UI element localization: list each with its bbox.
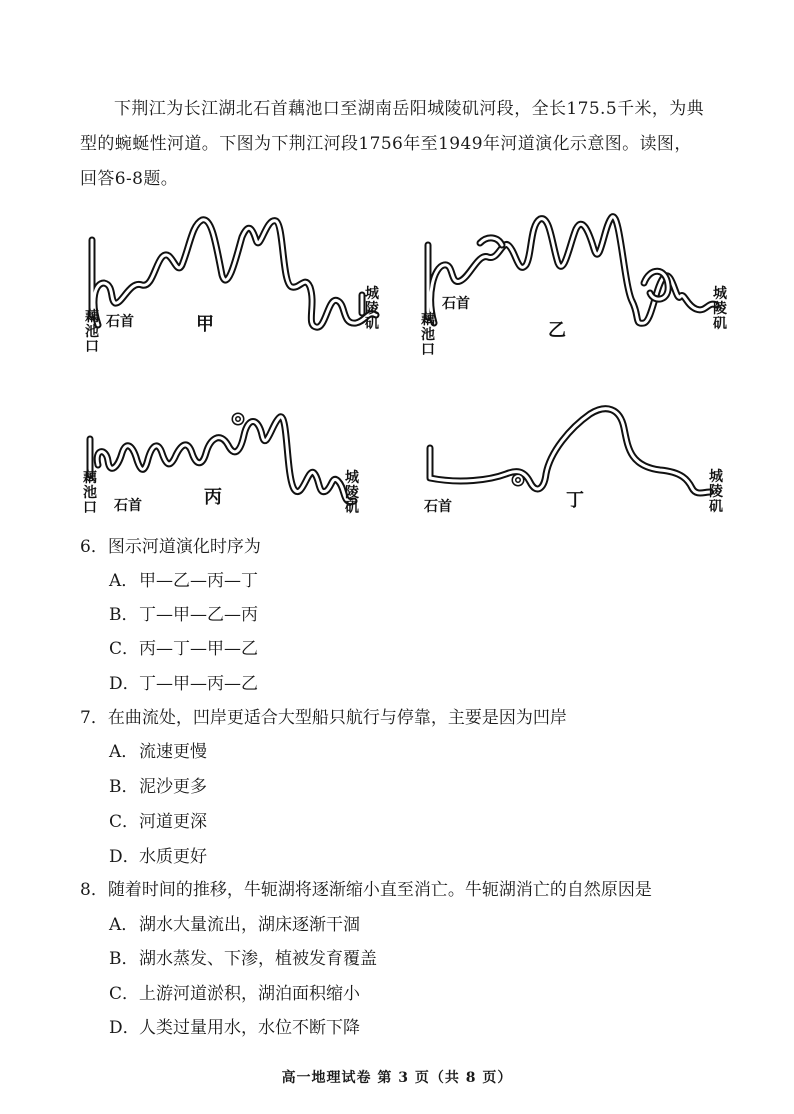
river-channel-ding [430, 409, 710, 493]
question-8-option-d[interactable] [109, 1016, 360, 1040]
river-channel-yi [428, 217, 716, 324]
question-6-stem [80, 535, 261, 559]
panel-name-yi: 乙 [548, 320, 566, 341]
river-channel-bing [90, 415, 354, 502]
option-letter: D． [109, 1018, 140, 1038]
option-text: 湖水蒸发、下渗，植被发育覆盖 [139, 949, 377, 969]
question-8-option-a[interactable] [109, 913, 360, 937]
question-7-stem [80, 706, 567, 730]
question-6-option-a[interactable] [109, 569, 258, 593]
option-letter: B． [109, 605, 139, 625]
option-text: 甲—乙—丙—丁 [139, 571, 258, 591]
question-6-number: 6． [80, 537, 108, 557]
label-chenglingji-jia: 城陵矶 [365, 286, 379, 332]
question-7-text: 在曲流处，凹岸更适合大型船只航行与停靠，主要是因为凹岸 [107, 708, 567, 728]
question-8-stem [80, 878, 652, 902]
option-letter: A． [109, 915, 139, 935]
option-text: 上游河道淤积，湖泊面积缩小 [139, 984, 360, 1004]
river-map-jia [80, 205, 390, 365]
question-8-option-c[interactable] [109, 982, 360, 1006]
option-letter: C． [109, 984, 140, 1004]
river-map-ding [420, 400, 740, 520]
option-text: 河道更深 [139, 812, 207, 832]
page-footer: 高一地理试卷 第 3 页（共 8 页） [281, 1070, 513, 1086]
option-letter: D． [109, 847, 140, 867]
river-channel-jia [92, 220, 376, 327]
option-text: 人类过量用水，水位不断下降 [139, 1018, 360, 1038]
question-7-number: 7． [80, 708, 108, 728]
question-7-option-c[interactable] [109, 810, 207, 834]
option-text: 丁—甲—乙—丙 [139, 605, 258, 625]
label-chenglingji-yi: 城陵矶 [713, 286, 727, 332]
river-map-yi-drawing [418, 205, 736, 365]
option-text: 流速更慢 [139, 742, 207, 762]
question-6-option-b[interactable] [109, 603, 258, 627]
question-8-text: 随着时间的推移，牛轭湖将逐渐缩小直至消亡。牛轭湖消亡的自然原因是 [107, 880, 652, 900]
option-text: 湖水大量流出，湖床逐渐干涸 [139, 915, 360, 935]
panel-name-ding: 丁 [566, 490, 584, 511]
intro-line-3: 回答6-8题。 [80, 169, 179, 189]
question-8-option-b[interactable] [109, 947, 377, 971]
panel-name-bing: 丙 [204, 487, 222, 508]
label-ouchikou-bing: 藕池口 [83, 470, 97, 516]
option-letter: C． [109, 639, 140, 659]
question-7-option-d[interactable] [109, 845, 207, 869]
option-letter: B． [109, 949, 139, 969]
question-6-text: 图示河道演化时序为 [107, 537, 261, 557]
river-map-jia-drawing [80, 205, 390, 365]
label-ouchikou-yi: 藕池口 [421, 312, 435, 358]
panel-name-jia: 甲 [196, 314, 214, 335]
river-map-bing [80, 405, 380, 523]
intro-paragraph [80, 92, 740, 197]
question-7-option-a[interactable] [109, 740, 207, 764]
option-text: 丙—丁—甲—乙 [139, 639, 258, 659]
option-letter: A． [109, 571, 139, 591]
option-text: 泥沙更多 [139, 777, 207, 797]
label-shishou-bing: 石首 [114, 498, 142, 514]
label-ouchikou-jia: 藕池口 [85, 309, 99, 355]
question-8-number: 8． [80, 880, 108, 900]
label-shishou-ding: 石首 [424, 499, 452, 515]
option-text: 丁—甲—丙—乙 [139, 674, 258, 694]
intro-line-2: 型的蜿蜒性河道。下图为下荆江河段1756年至1949年河道演化示意图。读图， [80, 134, 692, 154]
label-shishou-yi: 石首 [442, 296, 470, 312]
question-6-option-c[interactable] [109, 637, 258, 661]
option-letter: D． [109, 674, 140, 694]
option-text: 水质更好 [139, 847, 207, 867]
question-6-option-d[interactable] [109, 672, 258, 696]
river-map-yi [418, 205, 736, 365]
option-letter: A． [109, 742, 139, 762]
intro-line-1: 下荆江为长江湖北石首藕池口至湖南岳阳城陵矶河段，全长175.5千米，为典 [114, 99, 705, 119]
question-7-option-b[interactable] [109, 775, 207, 799]
option-letter: B． [109, 777, 139, 797]
label-chenglingji-ding: 城陵矶 [709, 469, 723, 515]
label-shishou-jia: 石首 [106, 314, 134, 330]
option-letter: C． [109, 812, 140, 832]
label-chenglingji-bing: 城陵矶 [345, 470, 359, 516]
